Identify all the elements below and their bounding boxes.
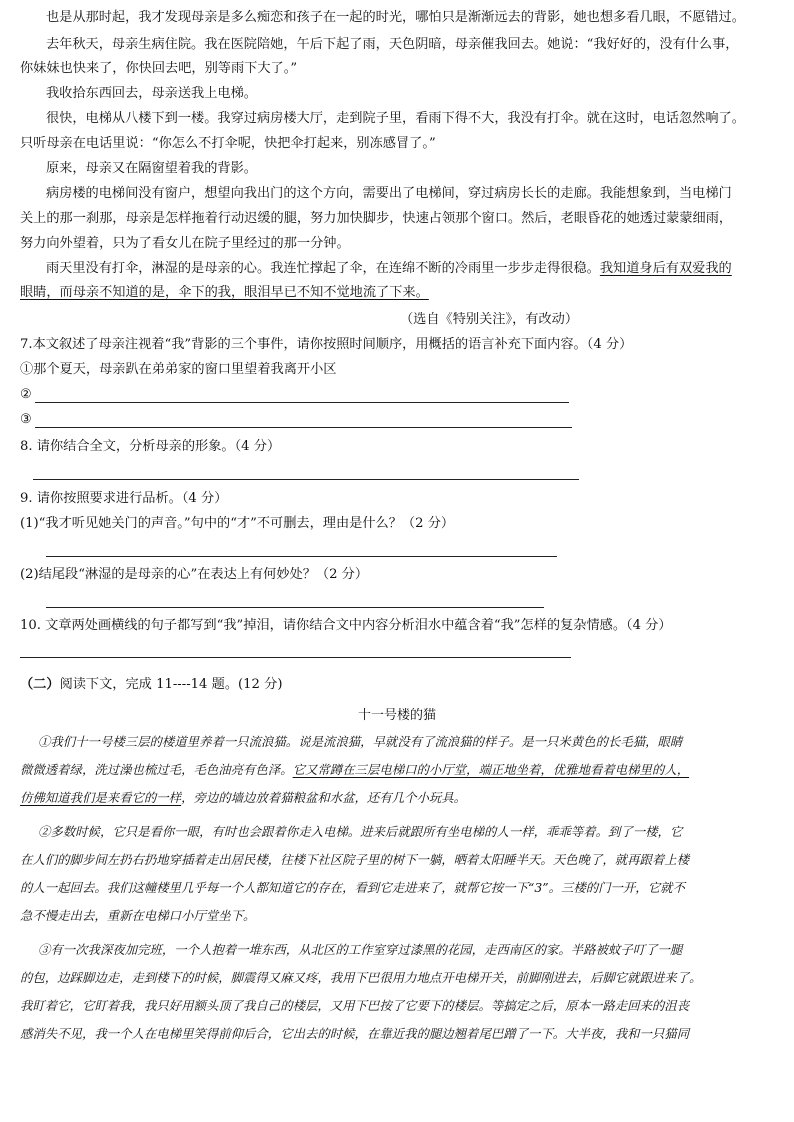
underlined-sentence: 眼睛，而母亲不知道的是，伞下的我，眼泪早已不知不觉地流了下来。 <box>20 285 429 300</box>
paragraph-line: 也是从那时起，我才发现母亲是多么痴恋和孩子在一起的时光，哪怕只是渐渐远去的背影，她也想多看几眼，不愿错过。 <box>46 10 745 25</box>
paragraph-line: 病房楼的电梯间没有窗户，想望向我出门的这个方向，需要出了电梯间，穿过病房长长的走廊。我能想象到，当电梯门 <box>46 186 732 201</box>
question-10: 10. 文章两处画横线的句子都写到“我”掉泪，请你结合文中内容分析泪水中蕴含着“我”怎样的复杂情感。（4 分） <box>20 618 672 633</box>
paragraph-line: 原来，母亲又在隔窗望着我的背影。 <box>46 161 257 176</box>
underlined-sentence: 仿佛知道我们是来看它的一样 <box>20 790 182 805</box>
answer-line[interactable] <box>20 657 571 658</box>
paragraph-line <box>20 761 689 779</box>
answer-7-1: ①那个夏天，母亲趴在弟弟家的窗口里望着我离开小区 <box>20 362 337 377</box>
paragraph-line: 我收拾东西回去，母亲送我上电梯。 <box>46 86 257 101</box>
section-instruction: 阅读下文，完成 11----14 题。(12 分) <box>59 677 283 692</box>
paragraph-line: 去年秋天，母亲生病住院。我在医院陪她，午后下起了雨，天色阴暗，母亲催我回去。她说：“我好好的，没有什么事， <box>46 37 739 52</box>
answer-line[interactable] <box>46 556 557 557</box>
question-9-1: (1)“我才听见她关门的声音。”句中的“才”不可删去，理由是什么？（2 分） <box>20 516 455 531</box>
paragraph-line: 的包，边踩脚边走，走到楼下的时候，脚震得又麻又疼，我用下巴很用力地点开电梯开关，前脚刚进去，后脚它就跟进来了。 <box>20 970 702 985</box>
underlined-sentence: 它又常蹲在三层电梯口的小厅堂，端正地坐着，优雅地看着电梯里的人， <box>292 762 690 777</box>
question-7: 7.本文叙述了母亲注视着“我”背影的三个事件，请你按照时间顺序，用概括的语言补充下面内容。（4 分） <box>20 337 633 352</box>
article-title: 十一号楼的猫 <box>357 708 436 723</box>
paragraph-line: 你妹妹也快来了，你快回去吧，别等雨下大了。” <box>20 61 298 76</box>
paragraph-line: 很快，电梯从八楼下到一楼。我穿过病房楼大厅，走到院子里，看雨下得不大，我没有打伞。就在这时，电话忽然响了。 <box>46 111 745 126</box>
paragraph-line: 急不慢走出去，重新在电梯口小厅堂坐下。 <box>20 908 256 923</box>
answer-7-2-label: ② <box>20 387 32 402</box>
plain-text: 雨天里没有打伞，淋湿的是母亲的心。我连忙撑起了伞，在连绵不断的冷雨里一步步走得很稳。 <box>46 261 600 276</box>
answer-line[interactable] <box>33 479 579 480</box>
answer-7-3-label: ③ <box>20 412 32 427</box>
paragraph-line: 感消失不见，我一个人在电梯里笑得前仰后合，它出去的时候，在靠近我的腿边翘着尾巴蹭了一下。大半夜，我和一只猫同 <box>20 1026 690 1041</box>
paragraph-line: 关上的那一刹那，母亲是怎样拖着行动迟缓的腿，努力加快脚步，快速占领那个窗口。然后，老眼昏花的她透过蒙蒙细雨， <box>20 211 733 226</box>
section-heading <box>20 673 282 692</box>
paragraph-line: ①我们十一号楼三层的楼道里养着一只流浪猫。说是流浪猫，早就没有了流浪猫的样子。是一只米黄色的长毛猫，眼睛 <box>38 734 683 749</box>
question-8: 8. 请你结合全文，分析母亲的形象。（4 分） <box>20 439 281 454</box>
underlined-sentence: 我知道身后有双爱我的 <box>599 261 732 276</box>
paragraph-line: 在人们的脚步间左扔右扔地穿插着走出居民楼，往楼下社区院子里的树下一躺，晒着太阳睡半天。天色晚了，就再跟着上楼 <box>20 852 690 867</box>
question-9-2: (2)结尾段“淋湿的是母亲的心”在表达上有何妙处？（2 分） <box>20 567 369 582</box>
paragraph-line: 的人一起回去。我们这幢楼里几乎每一个人都知道它的存在，看到它走进来了，就帮它按一下“3”。三楼的门一开，它就不 <box>20 880 685 895</box>
paragraph-line: ②多数时候，它只是看你一眼，有时也会跟着你走入电梯。进来后就跟所有坐电梯的人一样，乖乖等着。到了一楼，它 <box>38 824 683 839</box>
paragraph-line: 努力向外望着，只为了看女儿在院子里经过的那一分钟。 <box>20 236 350 251</box>
paragraph-line <box>20 789 466 807</box>
paragraph-line: 只听母亲在电话里说：“你怎么不打伞呢，快把伞打起来，别冻感冒了。” <box>20 136 436 151</box>
paragraph-line <box>46 260 732 278</box>
question-9: 9. 请你按照要求进行品析。（4 分） <box>20 491 228 506</box>
paragraph-line: ③有一次我深夜加完班，一个人抱着一堆东西，从北区的工作室穿过漆黑的花园，走西南区的家。半路被蚊子叮了一腿 <box>38 942 683 957</box>
section-number: （二） <box>20 677 60 692</box>
plain-text: 微微透着绿，洗过澡也梳过毛，毛色油亮有色泽。 <box>20 762 293 777</box>
source-note: （选自《特别关注》，有改动） <box>400 312 579 327</box>
paragraph-line: 我盯着它，它盯着我，我只好用额头顶了我自己的楼层，又用下巴按了它要下的楼层。等搞定之后，原本一路走回来的沮丧 <box>20 998 690 1013</box>
answer-line[interactable] <box>35 427 572 428</box>
answer-line[interactable] <box>35 402 569 403</box>
answer-line[interactable] <box>46 607 544 608</box>
plain-text: ，旁边的墙边放着猫粮盆和水盆，还有几个小玩具。 <box>181 790 467 805</box>
